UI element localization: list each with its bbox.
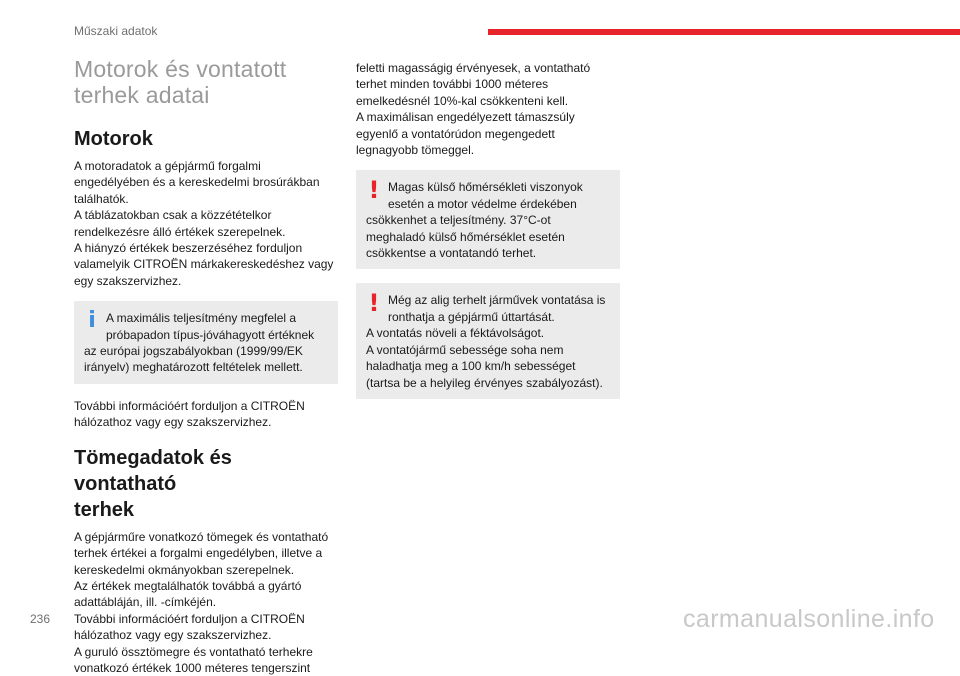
warning-box-1-text: [366, 176, 610, 261]
info-icon: i: [88, 308, 96, 334]
info-box-rest: az európai jogszabályokban (1999/99/EK irányelv) meghatározott feltételek mellett.: [84, 344, 303, 375]
warning-icon: !: [368, 176, 380, 205]
warning-box-2-text: [366, 289, 610, 390]
info-box: [74, 301, 338, 384]
warning-box-1-first-lines: Magas külső hőmérsékleti viszonyok esetén a motor védelme érdekében: [388, 180, 583, 211]
motorok-paragraph: A motoradatok a gépjármű forgalmi engedélyében és a kereskedelmi brosúrákban találhatók. A táblázatokban csak a közzétételkor rendelkezésre álló értékek szerepelnek. A hiányzó értékek beszerzéséhez forduljon valamelyik CITROËN márkakereskedéshez vagy egy szakszervizhez.: [74, 159, 334, 288]
warning-icon: !: [368, 289, 380, 318]
section-title: Motorok és vontatott terhek adatai: [74, 56, 287, 108]
watermark: carmanualsonline.info: [683, 605, 935, 633]
motorok-more-info: További információért forduljon a CITROËN hálózathoz vagy egy szakszervizhez.: [74, 398, 305, 430]
tomegadatok-paragraph: A gépjárműre vonatkozó tömegek és vontatható terhek értékei a forgalmi engedélyben, illetve a kereskedelmi okmányokban szerepelnek. Az értékek megtalálhatók továbbá a gyártó adattábláján, ill. -címkéjén. További információért forduljon a CITROËN hálózathoz vagy egy szakszervizhez. A guruló össztömegre és vontatható terhekre vonatkozó értékek 1000 méteres tengerszint: [74, 529, 329, 675]
warning-box-1-rest: csökkenhet a teljesítmény. 37°C-ot meghaladó külső hőmérséklet esetén csökkentse a vontatandó terhet.: [366, 213, 565, 261]
running-header: Műszaki adatok: [74, 24, 158, 38]
page-number: 236: [30, 612, 51, 626]
info-box-text: [84, 310, 328, 376]
left-column: [74, 56, 338, 676]
right-column: [356, 60, 620, 413]
warning-box-towing: [356, 283, 620, 398]
warning-box-temperature: [356, 170, 620, 269]
right-column-paragraph: feletti magasságig érvényesek, a vontatható terhet minden további 1000 méteres emelkedésnél 10%-kal csökkenteni kell. A maximálisan engedélyezett támaszsúly egyenlő a vontatórúdon megengedett legnagyobb tömeggel.: [356, 61, 591, 158]
heading-tomegadatok: Tömegadatok és vontatható terhek: [74, 446, 232, 521]
warning-box-2-rest: A vontatás növeli a féktávolságot. A vontatójármű sebessége soha nem haladhatja meg a 100 km/h sebességet (tartsa be a helyileg érvényes szabályozást).: [366, 326, 603, 390]
info-box-first-lines: A maximális teljesítmény megfelel a próbapadon típus-jóváhagyott értéknek: [106, 311, 315, 342]
warning-box-2-first-lines: Még az alig terhelt járművek vontatása is ronthatja a gépjármű úttartását.: [388, 293, 606, 324]
heading-motorok: Motorok: [74, 128, 153, 150]
header-accent-bar: [488, 29, 960, 35]
